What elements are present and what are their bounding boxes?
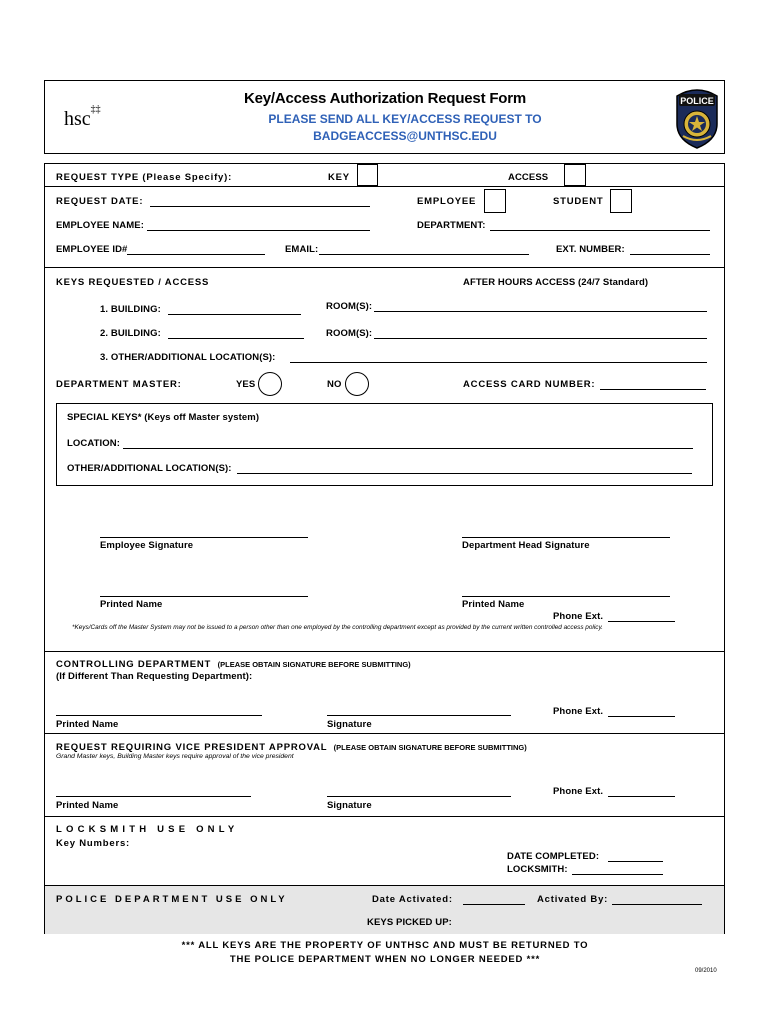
activated-by-field[interactable] <box>612 904 702 905</box>
after-hours-label: AFTER HOURS ACCESS (24/7 Standard) <box>463 277 649 288</box>
ext-number-label: EXT. NUMBER: <box>556 244 625 255</box>
divider <box>44 733 725 734</box>
controlling-printed-name-line[interactable] <box>56 715 262 716</box>
email-field[interactable] <box>319 254 529 255</box>
vp-signature-label: Signature <box>327 800 372 811</box>
police-badge-icon <box>673 86 721 150</box>
employee-label: EMPLOYEE <box>417 196 477 207</box>
request-date-label: REQUEST DATE: <box>56 196 144 207</box>
other-location-label: OTHER/ADDITIONAL LOCATION(S): <box>67 463 232 474</box>
form-subtitle-line2: BADGEACCESS@UNTHSC.EDU <box>313 129 497 143</box>
vp-signature-line[interactable] <box>327 796 511 797</box>
vp-printed-name-line[interactable] <box>56 796 251 797</box>
room2-label: ROOM(S): <box>326 328 373 339</box>
department-label: DEPARTMENT: <box>417 220 486 231</box>
dept-head-signature-line[interactable] <box>462 537 670 538</box>
locksmith-label: LOCKSMITH: <box>507 864 568 875</box>
controlling-title-text: CONTROLLING DEPARTMENT <box>56 659 212 670</box>
keys-requested-label: KEYS REQUESTED / ACCESS <box>56 277 210 288</box>
printed-name-right-label: Printed Name <box>462 599 525 610</box>
building1-label: 1. BUILDING: <box>100 304 161 315</box>
key-numbers-label: Key Numbers: <box>56 838 131 849</box>
key-label: KEY <box>328 172 350 183</box>
hsc-logo-text: hsc <box>64 108 91 130</box>
employee-signature-label: Employee Signature <box>100 540 194 551</box>
printed-name-left-label: Printed Name <box>100 599 163 610</box>
access-checkbox[interactable] <box>564 164 586 186</box>
other3-field[interactable] <box>290 362 707 363</box>
police-title: POLICE DEPARTMENT USE ONLY <box>56 894 288 905</box>
date-activated-label: Date Activated: <box>372 894 453 905</box>
divider <box>44 651 725 652</box>
locksmith-title: LOCKSMITH USE ONLY <box>56 824 239 835</box>
vp-phone-ext-label: Phone Ext. <box>553 786 604 797</box>
controlling-phone-ext-label: Phone Ext. <box>553 706 604 717</box>
controlling-subtitle: (If Different Than Requesting Department): <box>56 671 253 682</box>
form-subtitle-line1: PLEASE SEND ALL KEY/ACCESS REQUEST TO <box>268 112 542 126</box>
department-field[interactable] <box>490 230 710 231</box>
room2-field[interactable] <box>374 338 707 339</box>
divider <box>44 267 725 268</box>
email-label: EMAIL: <box>285 244 319 255</box>
badge-text: POLICE <box>680 96 714 106</box>
employee-signature-line[interactable] <box>100 537 308 538</box>
employee-id-field[interactable] <box>127 254 265 255</box>
footer-line2: THE POLICE DEPARTMENT WHEN NO LONGER NEEDED *** <box>229 954 541 965</box>
vp-printed-name-label: Printed Name <box>56 800 119 811</box>
controlling-title <box>56 659 411 670</box>
dept-head-signature-label: Department Head Signature <box>462 540 590 551</box>
no-label: NO <box>327 379 342 390</box>
controlling-signature-line[interactable] <box>327 715 511 716</box>
vp-title-note: (PLEASE OBTAIN SIGNATURE BEFORE SUBMITTING) <box>333 743 527 752</box>
hsc-logo: hsc‡‡ <box>64 104 101 130</box>
phone-ext-field[interactable] <box>608 621 675 622</box>
controlling-printed-name-label: Printed Name <box>56 719 119 730</box>
dept-master-label: DEPARTMENT MASTER: <box>56 379 182 390</box>
activated-by-label: Activated By: <box>537 894 609 905</box>
printed-name-right-line[interactable] <box>462 596 670 597</box>
other-location-field[interactable] <box>237 473 692 474</box>
footnote: *Keys/Cards off the Master System may not be issued to a person other than one employed by the controlling department except as provided by the current written controlled access policy. <box>72 624 603 631</box>
keys-picked-up-label: KEYS PICKED UP: <box>367 917 452 928</box>
access-card-label: ACCESS CARD NUMBER: <box>463 379 596 390</box>
printed-name-left-line[interactable] <box>100 596 308 597</box>
student-label: STUDENT <box>553 196 604 207</box>
room1-field[interactable] <box>374 311 707 312</box>
divider <box>44 186 725 187</box>
key-checkbox[interactable] <box>357 164 378 186</box>
no-radio[interactable] <box>345 372 369 396</box>
footer-line1: *** ALL KEYS ARE THE PROPERTY OF UNTHSC AND MUST BE RETURNED TO <box>181 940 589 951</box>
employee-name-field[interactable] <box>147 230 370 231</box>
building2-label: 2. BUILDING: <box>100 328 161 339</box>
locksmith-field[interactable] <box>572 874 663 875</box>
vp-title-text: REQUEST REQUIRING VICE PRESIDENT APPROVAL <box>56 742 328 753</box>
vp-title <box>56 742 527 753</box>
date-activated-field[interactable] <box>463 904 525 905</box>
phone-ext-label: Phone Ext. <box>553 611 604 622</box>
date-completed-field[interactable] <box>608 861 663 862</box>
location-field[interactable] <box>123 448 693 449</box>
divider <box>44 816 725 817</box>
building1-field[interactable] <box>168 314 301 315</box>
access-label: ACCESS <box>508 172 549 183</box>
controlling-signature-label: Signature <box>327 719 372 730</box>
request-type-label: REQUEST TYPE (Please Specify): <box>56 172 233 183</box>
employee-id-label: EMPLOYEE ID# <box>56 244 128 255</box>
special-keys-label: SPECIAL KEYS* (Keys off Master system) <box>67 412 260 423</box>
yes-radio[interactable] <box>258 372 282 396</box>
vp-phone-ext-field[interactable] <box>608 796 675 797</box>
version-label: 09/2010 <box>695 968 717 974</box>
building2-field[interactable] <box>168 338 304 339</box>
other3-label: 3. OTHER/ADDITIONAL LOCATION(S): <box>100 352 276 363</box>
request-date-field[interactable] <box>150 206 370 207</box>
employee-checkbox[interactable] <box>484 189 506 213</box>
controlling-phone-ext-field[interactable] <box>608 716 675 717</box>
date-completed-label: DATE COMPLETED: <box>507 851 600 862</box>
access-card-field[interactable] <box>600 389 706 390</box>
yes-label: YES <box>236 379 256 390</box>
location-label: LOCATION: <box>67 438 120 449</box>
room1-label: ROOM(S): <box>326 301 373 312</box>
student-checkbox[interactable] <box>610 189 632 213</box>
employee-name-label: EMPLOYEE NAME: <box>56 220 144 231</box>
controlling-title-note: (PLEASE OBTAIN SIGNATURE BEFORE SUBMITTING) <box>217 660 411 669</box>
vp-note: Grand Master keys, Building Master keys require approval of the vice president <box>56 753 294 760</box>
ext-number-field[interactable] <box>630 254 710 255</box>
form-title: Key/Access Authorization Request Form <box>243 90 527 107</box>
